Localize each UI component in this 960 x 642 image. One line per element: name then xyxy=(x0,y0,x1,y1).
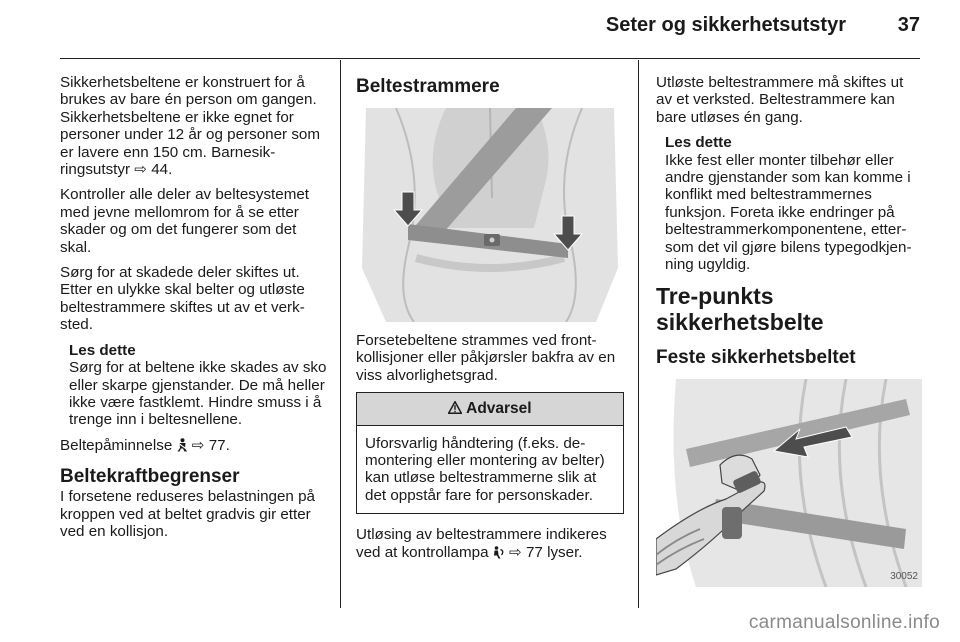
warning-text: Uforsvarlig håndtering (f.eks. demontering eller montering av belter) kan utløse beltestrammerne slik at det oppstår fare for personskader. xyxy=(365,434,605,504)
force-limiter-text: I forsetene reduseres belastningen på kroppen ved at beltet gradvis gir etter ved en kollisjon. xyxy=(60,488,315,540)
left-paragraph-3: Sørg for at skadede deler skiftes ut. Etter en ulykke skal belter og utløste beltestrammere skiftes ut av et verksted. xyxy=(60,264,305,334)
header-divider xyxy=(60,58,920,59)
seatbelt-reminder-ref: ⇨ 77. xyxy=(191,436,230,454)
airbag-lamp-icon xyxy=(493,544,509,561)
warning-box xyxy=(356,392,624,514)
middle-column xyxy=(356,74,624,569)
left-paragraph-1: Sikkerhetsbeltene er konstruert for å brukes av bare én person om gangen. Sikkerhetsbeltene er ikke egnet for personer under 12 år og personer som er lavere enn 150 cm. Barnesikringsutstyr ⇨ 44. xyxy=(60,74,321,179)
right-note xyxy=(665,134,922,273)
watermark: carmanualsonline.info xyxy=(748,612,940,633)
left-column xyxy=(60,74,328,548)
seatbelt-reminder-line xyxy=(60,437,328,454)
right-column xyxy=(656,74,922,587)
section-title-pretensioners: Beltestrammere xyxy=(356,76,500,97)
warning-header xyxy=(357,393,623,425)
warning-title: Advarsel xyxy=(466,400,532,418)
left-note-title: Les dette xyxy=(69,341,136,359)
fasten-belt-illustration xyxy=(656,379,922,587)
middle-paragraph-1: Forsetebeltene strammes ved frontkollisjoner eller påkjørsler bakfra av en viss alvorlighetsgrad. xyxy=(356,332,616,384)
section-title-three-point-belt: Tre-punkts sikkerhetsbelte xyxy=(656,283,824,336)
header-title: Seter og sikkerhetsutstyr xyxy=(605,14,846,36)
column-divider-left xyxy=(340,60,341,608)
seatbelt-reminder-icon xyxy=(177,437,192,454)
belt-pretensioner-illustration xyxy=(356,108,624,322)
warning-triangle-icon xyxy=(448,400,466,417)
fasten-belt-figure xyxy=(656,379,922,587)
right-note-title: Les dette xyxy=(665,134,732,152)
column-divider-right xyxy=(638,60,639,608)
left-note xyxy=(69,342,328,429)
right-note-text: Ikke fest eller monter tilbehør eller andre gjenstander som kan komme i konflikt med beltestrammernes funksjon. Foreta ikke endringer på beltestrammerkomponentene, ettersom det vil gjøre bilens typegodkjenning ugyldig. xyxy=(665,151,912,274)
figure-code: 30052 xyxy=(890,571,918,583)
seatbelt-reminder-text: Beltepåminnelse xyxy=(60,436,173,454)
left-note-text: Sørg for at beltene ikke skades av sko eller skarpe gjenstander. De må heller ikke være fastklemt. Hindre smuss i å trenge inn i beltesnellene. xyxy=(69,359,327,429)
right-paragraph-1: Utløste beltestrammere må skiftes ut av et verksted. Beltestrammere kan bare utløses én gang. xyxy=(656,74,904,126)
left-paragraph-2: Kontroller alle deler av beltesystemet med jevne mellomrom for å se etter skader og om det fungerer som det skal. xyxy=(60,186,310,256)
middle-paragraph-2 xyxy=(356,526,624,561)
subsection-title-fasten-belt: Feste sikkerhetsbeltet xyxy=(656,347,856,369)
lamp-indication-ref: ⇨ 77 lyser. xyxy=(509,543,583,561)
lamp-indication-text: Utløsing av beltestrammere indikeres ved at kontrollampa xyxy=(356,526,607,561)
section-title-force-limiter: Beltekraftbegrenser xyxy=(60,466,240,488)
page-number: 37 xyxy=(897,14,920,36)
